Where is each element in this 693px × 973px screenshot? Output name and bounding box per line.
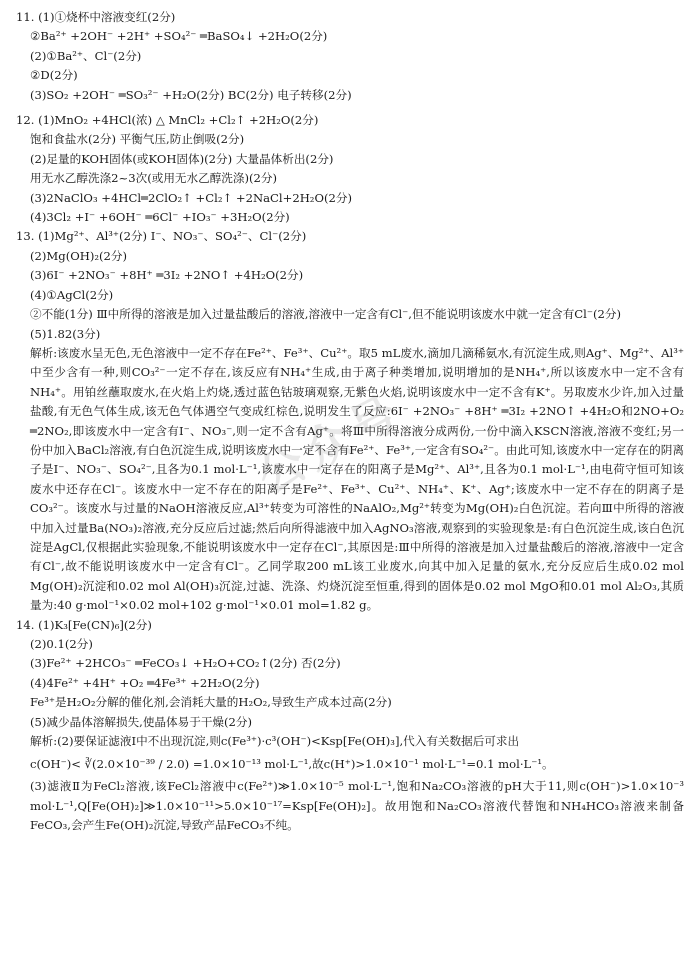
q11-line-1: 11. (1)①烧杯中溶液变红(2分) [16,10,176,24]
q14-line-8: c(OH⁻)< ∛(2.0×10⁻³⁹ / 2.0) =1.0×10⁻¹³ mol·L⁻¹,故c(H⁺)>1.0×10⁻¹ mol·L⁻¹=0.1 mol·L⁻¹。 [30,757,554,772]
q12-line-1: 12. (1)MnO₂ +4HCl(浓) △ MnCl₂ +Cl₂↑ +2H₂O(2分) [16,113,319,128]
q14-line-6: (5)减少晶体溶解损失,使晶体易于干燥(2分) [30,714,253,729]
q11-line-5: (3)SO₂ +2OH⁻ ═SO₃²⁻ +H₂O(2分) BC(2分) 电子转移(2分) [30,87,352,102]
q13-line-4: (4)①AgCl(2分) [30,287,114,302]
q14-line-3: (3)Fe²⁺ +2HCO₃⁻ ═FeCO₃↓ +H₂O+CO₂↑(2分) 否(2分) [30,656,341,671]
q14-line-2: (2)0.1(2分) [30,637,93,651]
q12-line-5: (3)2NaClO₃ +4HCl═2ClO₂↑ +Cl₂↑ +2NaCl+2H₂O(2分) [30,190,352,205]
q13-analysis: 解析:该废水呈无色,无色溶液中一定不存在Fe²⁺、Fe³⁺、Cu²⁺。取5 mL废水,滴加几滴稀氨水,有沉淀生成,则Ag⁺、Mg²⁺、Al³⁺中至少含有一种,则CO₃²⁻一定不存在,该反应有NH₄⁺生成,由于离子种类增加,说明增加的是NH₄⁺,所以该废水中一定不含有NH₄⁺。用铂丝蘸取废水,在火焰上灼烧,透过蓝色钴玻璃观察,无紫色火焰,说明该废水中一定不含有K⁺。另取废水少许,加入过量盐酸,有无色气体生成,该无色气体遇空气变成红棕色,说明发生了反应:6I⁻ +2NO₃⁻ +8H⁺ ═3I₂ +2NO↑ +4H₂O和2NO+O₂ ═2NO₂,即该废水中一定含有I⁻、NO₃⁻,则一定不含有Ag⁺。将Ⅲ中所得溶液分成两份,一份中滴入KSCN溶液,溶液不变红;另一份中加入BaCl₂溶液,有白色沉淀生成,说明该废水中一定不含有Fe²⁺、Fe³⁺,一定含有SO₄²⁻。由此可知,该废水中一定存在的阴离子是I⁻、NO₃⁻、SO₄²⁻,且各为0.1 mol·L⁻¹,该废水中一定存在的阳离子是Mg²⁺、Al³⁺,且各为0.1 mol·L⁻¹,由电荷守恒可知该废水中还存在Cl⁻。该废水中一定不存在的阳离子是Fe²⁺、Fe³⁺、Cu²⁺、NH₄⁺、K⁺、Ag⁺;该废水中一定不存在的阴离子是CO₃²⁻。该废水与过量的NaOH溶液反应,Al³⁺转变为可溶性的NaAlO₂,Mg²⁺转变为Mg(OH)₂白色沉淀。若向Ⅲ中所得的溶液中加入过量Ba(NO₃)₂溶液,充分反应后过滤;然后向所得滤液中加入AgNO₃溶液,观察到的实验现象是:有白色沉淀生成,该白色沉淀是AgCl,仅根据此实验现象,不能说明该废水中一定存在Cl⁻,其原因是:Ⅲ中所得的溶液是加入过量盐酸后的溶液,溶液中一定含有Cl⁻,故不能说明该废水中一定含有Cl⁻。乙同学取200 mL该工业废水,向其中加入足量的氨水,充分反应后生成0.02 mol Mg(OH)₂沉淀和0.02 mol Al(OH)₃沉淀,过滤、洗涤、灼烧沉淀至恒重,得到的固体是0.02 mol MgO和0.01 mol Al₂O₃,其质量为:40 g·mol⁻¹×0.02 mol+102 g·mol⁻¹×0.01 mol=1.82 g。 [30,345,684,613]
answer-document [16,8,684,836]
q11-line-3: (2)①Ba²⁺、Cl⁻(2分) [30,48,142,63]
q12-line-3: (2)足量的KOH固体(或KOH固体)(2分) 大量晶体析出(2分) [30,151,334,166]
q12-line-4: 用无水乙醇洗涤2~3次(或用无水乙醇洗涤)(2分) [30,171,278,186]
q13-line-2: (2)Mg(OH)₂(2分) [30,248,128,263]
q13-line-6: (5)1.82(3分) [30,326,101,341]
q14-line-4: (4)4Fe²⁺ +4H⁺ +O₂ ═4Fe³⁺ +2H₂O(2分) [30,675,260,690]
q13-line-3: (3)6I⁻ +2NO₃⁻ +8H⁺ ═3I₂ +2NO↑ +4H₂O(2分) [30,268,304,283]
q14-line-1: 14. (1)K₃[Fe(CN)₆](2分) [16,617,152,632]
watermark: 公众号 [248,383,412,504]
q12-line-6: (4)3Cl₂ +I⁻ +6OH⁻ ═6Cl⁻ +IO₃⁻ +3H₂O(2分) [30,210,290,225]
q13-line-1: 13. (1)Mg²⁺、Al³⁺(2分) I⁻、NO₃⁻、SO₄²⁻、Cl⁻(2分) [16,229,307,244]
q11-line-2: ②Ba²⁺ +2OH⁻ +2H⁺ +SO₄²⁻ ═BaSO₄↓ +2H₂O(2分) [30,29,328,44]
q14-line-7: 解析:(2)要保证滤液Ⅰ中不出现沉淀,则c(Fe³⁺)·c³(OH⁻)<Ksp[Fe(OH)₃],代入有关数据后可求出 [30,734,520,749]
q12-line-2: 饱和食盐水(2分) 平衡气压,防止倒吸(2分) [30,132,245,147]
q14-line-9: (3)滤液Ⅱ为FeCl₂溶液,该FeCl₂溶液中c(Fe²⁺)≫1.0×10⁻⁵ mol·L⁻¹,饱和Na₂CO₃溶液的pH大于11,则c(OH⁻)>1.0×10⁻³ mol·L⁻¹,Q[Fe(OH)₂]≫1.0×10⁻¹¹>5.0×10⁻¹⁷=Ksp[Fe(OH)₂]。故用饱和Na₂CO₃溶液代替饱和NH₄HCO₃溶液来制备FeCO₃,会产生Fe(OH)₂沉淀,导致产品FeCO₃不纯。 [30,779,684,833]
q14-line-5: Fe³⁺是H₂O₂分解的催化剂,会消耗大量的H₂O₂,导致生产成本过高(2分) [30,695,392,710]
q13-line-5: ②不能(1分) Ⅲ中所得的溶液是加入过量盐酸后的溶液,溶液中一定含有Cl⁻,但不能说明该废水中就一定含有Cl⁻(2分) [30,307,622,322]
q11-line-4: ②D(2分) [30,68,78,83]
